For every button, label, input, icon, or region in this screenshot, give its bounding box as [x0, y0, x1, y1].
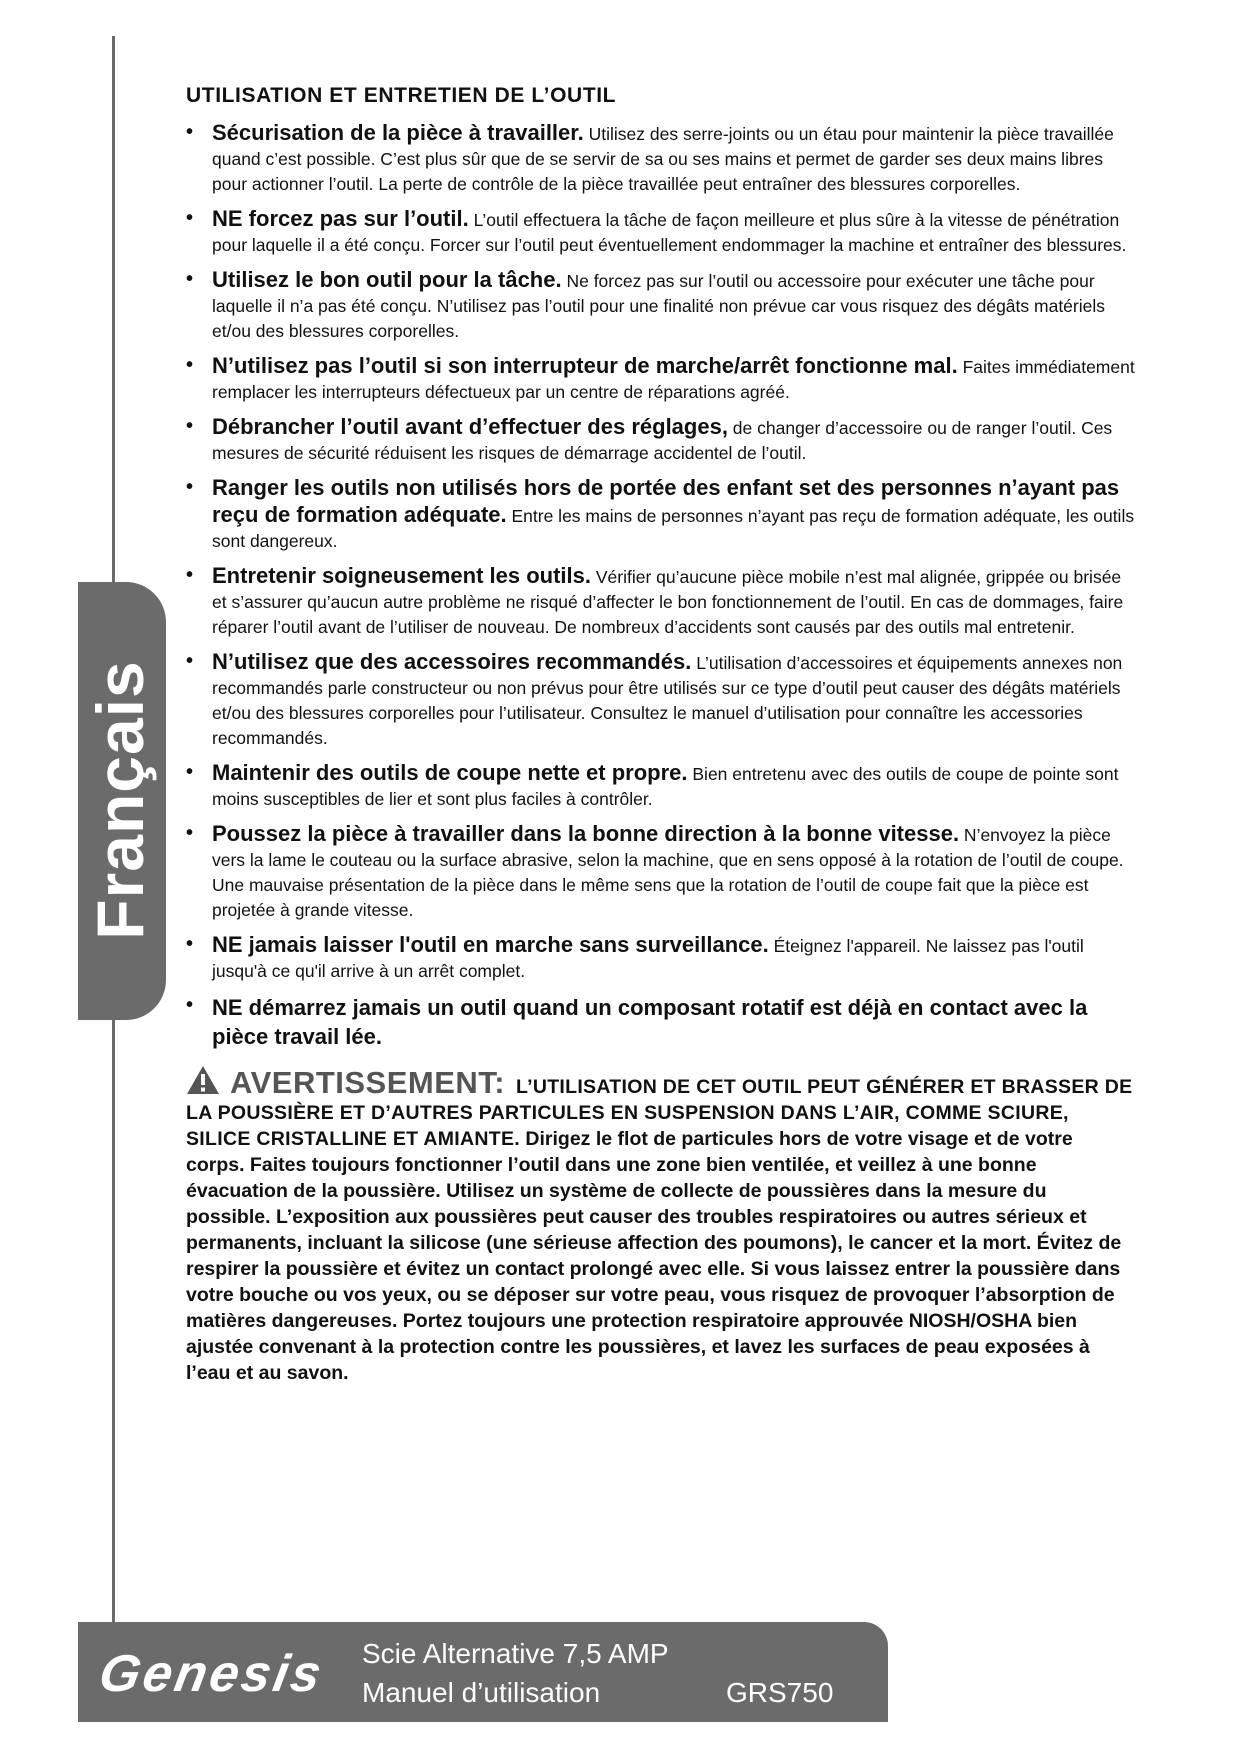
bullet: •	[186, 822, 194, 844]
warning-icon	[186, 1065, 220, 1095]
warning-heading: AVERTISSEMENT:	[230, 1065, 506, 1100]
bullet: •	[186, 761, 194, 783]
bullet: •	[186, 268, 194, 290]
product-name: Scie Alternative 7,5 AMP	[362, 1638, 669, 1669]
bullet: •	[186, 994, 194, 1016]
rules-list	[186, 120, 1136, 1051]
bullet: •	[186, 207, 194, 229]
bullet: •	[186, 933, 194, 955]
list-item: • Poussez la pièce à travailler dans la bonne direction à la bonne vitesse. N’envoyez la pièce vers la lame le couteau ou la surface abrasive, selon la machine, que en sens opposé à la rotation de l’outil de coupe. Une mauvaise présentation de la pièce dans le même sens que la rotation de l’outil de coupe fait que la pièce est projetée à grande vitesse.	[186, 821, 1124, 920]
bullet: •	[186, 650, 194, 672]
list-item: • Maintenir des outils de coupe nette et propre. Bien entretenu avec des outils de coupe de pointe sont moins susceptibles de lier et sont plus faciles à contrôler.	[186, 760, 1119, 809]
list-item: • Entretenir soigneusement les outils. Vérifier qu’aucune pièce mobile n’est mal alignée, grippée ou brisée et s’assurer qu’aucun autre problème ne risqué d’affecter le bon fonctionnement de l’outil. En cas de dommages, faire réparer l’outil avant de l’utiliser de nouveau. De nombreux d’accidents sont causés par des outils mal entretenir.	[186, 563, 1124, 637]
list-item: • NE forcez pas sur l’outil. L’outil effectuera la tâche de façon meilleure et plus sûre à la vitesse de pénétration pour laquelle il a été conçu. Forcer sur l’outil peut éventuellement endommager la machine et entraîner des blessures.	[186, 206, 1127, 255]
model-number: GRS750	[726, 1677, 834, 1708]
list-item: • NE jamais laisser l'outil en marche sans surveillance. Éteignez l'appareil. Ne laissez pas l'outil jusqu'à ce qu'il arrive à un arrêt complet.	[186, 932, 1084, 981]
list-item: • Débrancher l’outil avant d’effectuer des réglages, de changer d’accessoire ou de ranger l’outil. Ces mesures de sécurité réduisent les risques de démarrage accidentel de l’outil.	[186, 414, 1113, 463]
footer-bar	[78, 1622, 888, 1722]
list-item: • Ranger les outils non utilisés hors de portée des enfant set des personnes n’ayant pas reçu de formation adéquate. Entre les mains de personnes n’ayant pas reçu de formation adéquate, les outils sont dangereux.	[186, 475, 1135, 551]
bullet: •	[186, 354, 194, 376]
list-item: • N’utilisez pas l’outil si son interrupteur de marche/arrêt fonctionne mal. Faites immédiatement remplacer les interrupteurs défectueux par un centre de réparations agréé.	[186, 353, 1135, 402]
bullet: •	[186, 415, 194, 437]
manual-title: Manuel d’utilisation	[362, 1677, 601, 1708]
section-title: UTILISATION ET ENTRETIEN DE L’OUTIL	[186, 84, 617, 107]
warning-caps: L’UTILISATION DE CET OUTIL PEUT GÉNÉRER ET BRASSER DE LA POUSSIÈRE ET D’AUTRES PARTICULES EN SUSPENSION DANS L’AIR, COMME SCIURE, SILICE CRISTALLINE ET AMIANTE.	[186, 1076, 1133, 1150]
list-item: • N’utilisez que des accessoires recommandés. L’utilisation d’accessoires et équipements annexes non recommandés parle constructeur ou non prévus pour être utilisés sur ce type d’outil peut causer des dégâts matériels et/ou des blessures corporelles pour l’utilisateur. Consultez le manuel d’utilisation pour connaître les accessories recommandés.	[186, 649, 1123, 748]
page-content	[186, 84, 1136, 1386]
bullet: •	[186, 476, 194, 498]
last-rule: NE démarrez jamais un outil quand un composant rotatif est déjà en contact avec la pièce travail lée.	[212, 995, 1088, 1049]
list-item: • Utilisez le bon outil pour la tâche. Ne forcez pas sur l’outil ou accessoire pour exécuter une tâche pour laquelle il n’a pas été conçu. N’utilisez pas l’outil pour une finalité non prévue car vous risquez des dégâts matériels et/ou des blessures corporelles.	[186, 267, 1106, 341]
warning-body: Dirigez le flot de particules hors de votre visage et de votre corps. Faites toujours fonctionner l’outil dans une zone bien ventilée, et veillez à une bonne évacuation de la poussière. Utilisez un système de collecte de poussières dans la mesure du possible. L’exposition aux poussières peut causer des troubles respiratoires ou autres sérieux et permanents, incluant la silicose (une sérieuse affection des poumons), le cancer et la mort. Évitez de respirer la poussière et évitez un contact prolongé avec elle. Si vous laissez entrer la poussière dans votre bouche ou vos yeux, ou se déposer sur votre peau, vous risquez de provoquer l’absorption de matières dangereuses. Portez toujours une protection respiratoire approuvée NIOSH/OSHA bien ajustée convenant à la protection contre les poussières, et lavez les surfaces de peau exposées à l’eau et au savon.	[186, 1128, 1122, 1384]
list-item: • Sécurisation de la pièce à travailler. Utilisez des serre-joints ou un étau pour maintenir la pièce travaillée quand c’est possible. C’est plus sûr que de se servir de sa ou ses mains et permet de garder ses deux mains libres pour actionner l’outil. La perte de contrôle de la pièce travaillée peut entraîner des blessures corporelles.	[186, 120, 1114, 194]
bullet: •	[186, 121, 194, 143]
warning-block	[186, 1065, 1136, 1386]
brand-logo: Genesis	[94, 1645, 329, 1703]
language-label: Français	[83, 660, 157, 940]
list-item	[186, 993, 1136, 1051]
bullet: •	[186, 564, 194, 586]
